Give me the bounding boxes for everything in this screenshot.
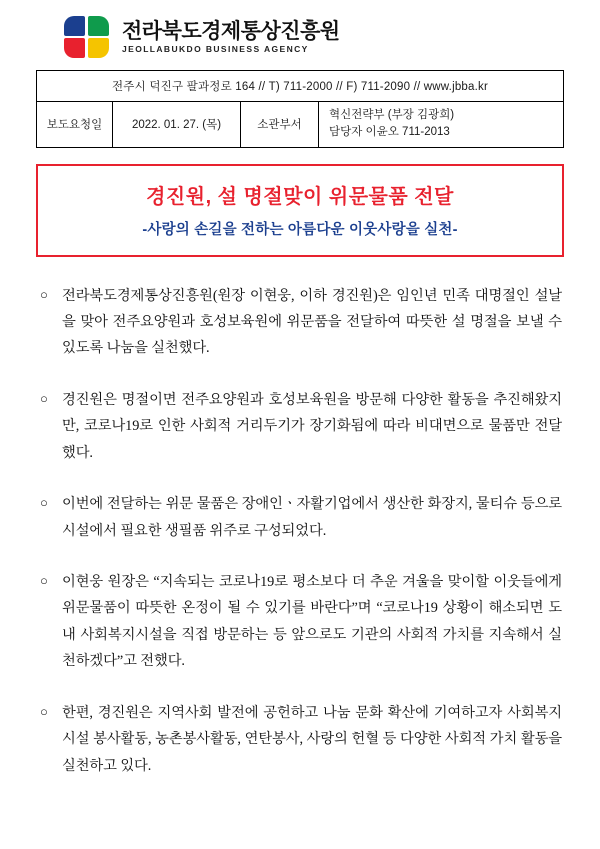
brand-text	[122, 21, 340, 54]
list-item	[36, 491, 564, 544]
bullet-icon: ○	[40, 286, 48, 302]
department-line-2: 담당자 이윤오 711-2013	[329, 126, 450, 139]
page-subtitle: -사랑의 손길을 전하는 아름다운 이웃사랑을 실천-	[142, 221, 458, 238]
list-item	[36, 700, 564, 779]
contact-info-table	[36, 70, 564, 148]
list-item	[36, 283, 564, 362]
jbba-logo-icon	[64, 16, 110, 58]
address-cell: 전주시 덕진구 팔과정로 164 // T) 711-2000 // F) 711-2090 // www.jbba.kr	[37, 71, 564, 102]
paragraph-text: 이현웅 원장은 “지속되는 코로나19로 평소보다 더 추운 겨울을 맞이할 이웃들에게 위문물품이 따뜻한 온정이 될 수 있기를 바란다”며 “코로나19 상황이 해소되면 도내 사회복지시설을 직접 방문하는 등 앞으로도 기관의 사회적 가치를 지속해서 실천하겠다”고 전했다.	[62, 574, 562, 670]
bullet-icon: ○	[40, 703, 48, 719]
department-line-1: 혁신전략부 (부장 김광희)	[329, 109, 455, 121]
request-date-value: 2022. 01. 27. (목)	[113, 102, 241, 148]
bullet-icon: ○	[40, 495, 48, 511]
request-date-label: 보도요청일	[37, 102, 113, 148]
brand-name-english: JEOLLABUKDO BUSINESS AGENCY	[122, 43, 309, 54]
title-box	[36, 164, 564, 257]
list-item	[36, 387, 564, 466]
letterhead	[36, 10, 564, 66]
body-content	[36, 283, 564, 780]
list-item	[36, 569, 564, 675]
department-label: 소관부서	[241, 102, 319, 148]
press-info-row	[37, 102, 564, 148]
page-title: 경진원, 설 명절맞이 위문물품 전달	[146, 185, 454, 208]
brand-name-korean: 전라북도경제통상진흥원	[122, 19, 340, 43]
address-row	[37, 71, 564, 102]
bullet-icon: ○	[40, 390, 48, 406]
paragraph-text: 한편, 경진원은 지역사회 발전에 공헌하고 나눔 문화 확산에 기여하고자 사회복지시설 봉사활동, 농촌봉사활동, 연탄봉사, 사랑의 헌혈 등 다양한 사회적 가치 활동을 실천하고 있다.	[62, 704, 562, 774]
department-value	[319, 102, 564, 148]
paragraph-text: 전라북도경제통상진흥원(원장 이현웅, 이하 경진원)은 임인년 민족 대명절인 설날을 맞아 전주요양원과 호성보육원에 위문품을 전달하여 따뜻한 설 명절을 보낼 수 있도록 나눔을 실천했다.	[62, 287, 562, 357]
bullet-icon: ○	[40, 573, 48, 588]
paragraph-text: 이번에 전달하는 위문 물품은 장애인ㆍ자활기업에서 생산한 화장지, 물티슈 등으로 시설에서 필요한 생필품 위주로 구성되었다.	[62, 496, 562, 539]
paragraph-text: 경진원은 명절이면 전주요양원과 호성보육원을 방문해 다양한 활동을 추진해왔지만, 코로나19로 인한 사회적 거리두기가 장기화됨에 따라 비대면으로 물품만 전달했다.	[62, 391, 562, 461]
